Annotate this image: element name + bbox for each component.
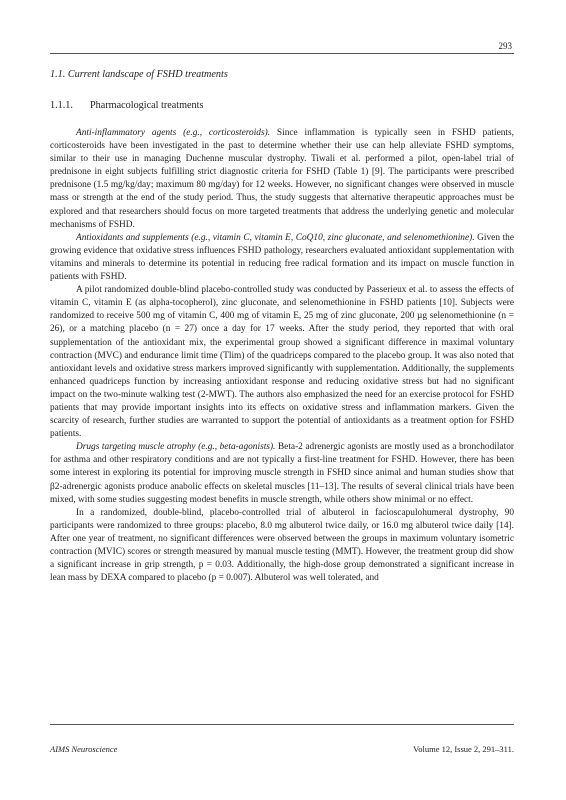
article-body (50, 68, 514, 585)
subsection-title: Pharmacological treatments (90, 100, 204, 111)
subsection-number: 1.1.1. (50, 100, 73, 111)
footer-volume: Volume 12, Issue 2, 291–311. (413, 744, 514, 754)
page-number: 293 (498, 41, 512, 51)
paragraph-lead: Antioxidants and supplements (e.g., vitamin C, vitamin E, CoQ10, zinc gluconate, and selenomethionine). (76, 232, 475, 243)
footer-journal: AIMS Neuroscience (50, 744, 118, 754)
paragraph-albuterol-trial (50, 507, 514, 586)
paragraph-text: In a randomized, double-blind, placebo-controlled trial of albuterol in facioscapulohumeral dystrophy, 90 participants were randomized to three groups: placebo, 8.0 mg albuterol twice daily, or 16.0 mg albuterol twice daily [14]. After one year of treatment, no significant differences were observed between the groups in maximum voluntary isometric contraction (MVIC) scores or strength measured by manual muscle testing (MMT). However, the treatment group did show a significant increase in grip strength, p = 0.03. Additionally, the high-dose group demonstrated a significant increase in lean mass by DEXA compared to placebo (p = 0.007). Albuterol was well tolerated, and (50, 507, 514, 584)
paragraph-passerieux-study (50, 284, 514, 441)
paragraph-beta-agonists (50, 441, 514, 506)
paragraph-lead: Drugs targeting muscle atrophy (e.g., beta-agonists). (76, 442, 276, 453)
paragraph-lead: Anti-inflammatory agents (e.g., corticosteroids). (76, 128, 271, 138)
paragraph-text: Since inflammation is typically seen in FSHD patients, corticosteroids have been investigated in the past to determine whether their use can help alleviate FSHD symptoms, similar to their use in managing Duchenne muscular dystrophy. Tiwali et al. performed a pilot, open-label trial of prednisone in eight subjects fulfilling strict diagnostic criteria for FSHD (Table 1) [9]. The participants were prescribed prednisone (1.5 mg/kg/day; maximum 80 mg/day) for 12 weeks. However, no significant changes were observed in muscle mass or strength at the end of the study period. Thus, the study suggests that alternative therapeutic approaches must be explored and that researchers should focus on more targeted treatments that address the underlying genetic and molecular mechanisms of FSHD. (50, 128, 514, 230)
paragraph-text: Given the growing evidence that oxidative stress influences FSHD pathology, researchers evaluated antioxidant supplementation with vitamins and minerals to determine its potential in reducing free radical formation and its impact on muscle function in patients with FSHD. (50, 232, 514, 283)
paragraph-anti-inflammatory (50, 127, 514, 232)
paragraph-text: Beta-2 adrenergic agonists are mostly used as a bronchodilator for asthma and other respiratory conditions and are not typically a first-line treatment for FSHD. However, there has been some interest in exploring its potential for improving muscle strength in FSHD since animal and human studies show that β2-adrenergic agonists produce anabolic effects on skeletal muscles [11–13]. The results of several clinical trials have been mixed, with some studies suggesting modest benefits in muscle strength, while others show minimal or no effect. (50, 442, 514, 505)
section-heading: 1.1. Current landscape of FSHD treatments (50, 69, 228, 80)
paragraph-text: A pilot randomized double-blind placebo-controlled study was conducted by Passerieux et al. to assess the effects of vitamin C, vitamin E (as alpha-tocopherol), zinc gluconate, and selenomethionine in FSHD patients [10]. Subjects were randomized to receive 500 mg of vitamin C, 400 mg of vitamin E, 25 mg of zinc gluconate, 200 µg selenomethionine (n = 26), or a matching placebo (n = 27) once a day for 17 weeks. After the study period, they reported that with oral supplementation of the antioxidant mix, the experimental group showed a significant difference in maximal voluntary contraction (MVC) and endurance limit time (Tlim) of the quadriceps compared to the placebo group. It was also noted that antioxidant levels and oxidative stress markers improved significantly with supplementation. Additionally, the supplements enhanced quadriceps function by increasing antioxidant response and reducing oxidative stress but had no significant impact on the two-minute walking test (2-MWT). The authors also emphasized the need for an exercise protocol for FSHD patients that may provide important insights into its effects on oxidative stress and inflammation markers. Given the scarcity of research, further studies are warranted to support the potential of antioxidants as a treatment option for FSHD patients. (50, 285, 514, 440)
footer-rule (50, 724, 514, 725)
header-rule (50, 53, 514, 54)
subsection-heading (50, 99, 514, 113)
paragraph-antioxidants (50, 232, 514, 284)
